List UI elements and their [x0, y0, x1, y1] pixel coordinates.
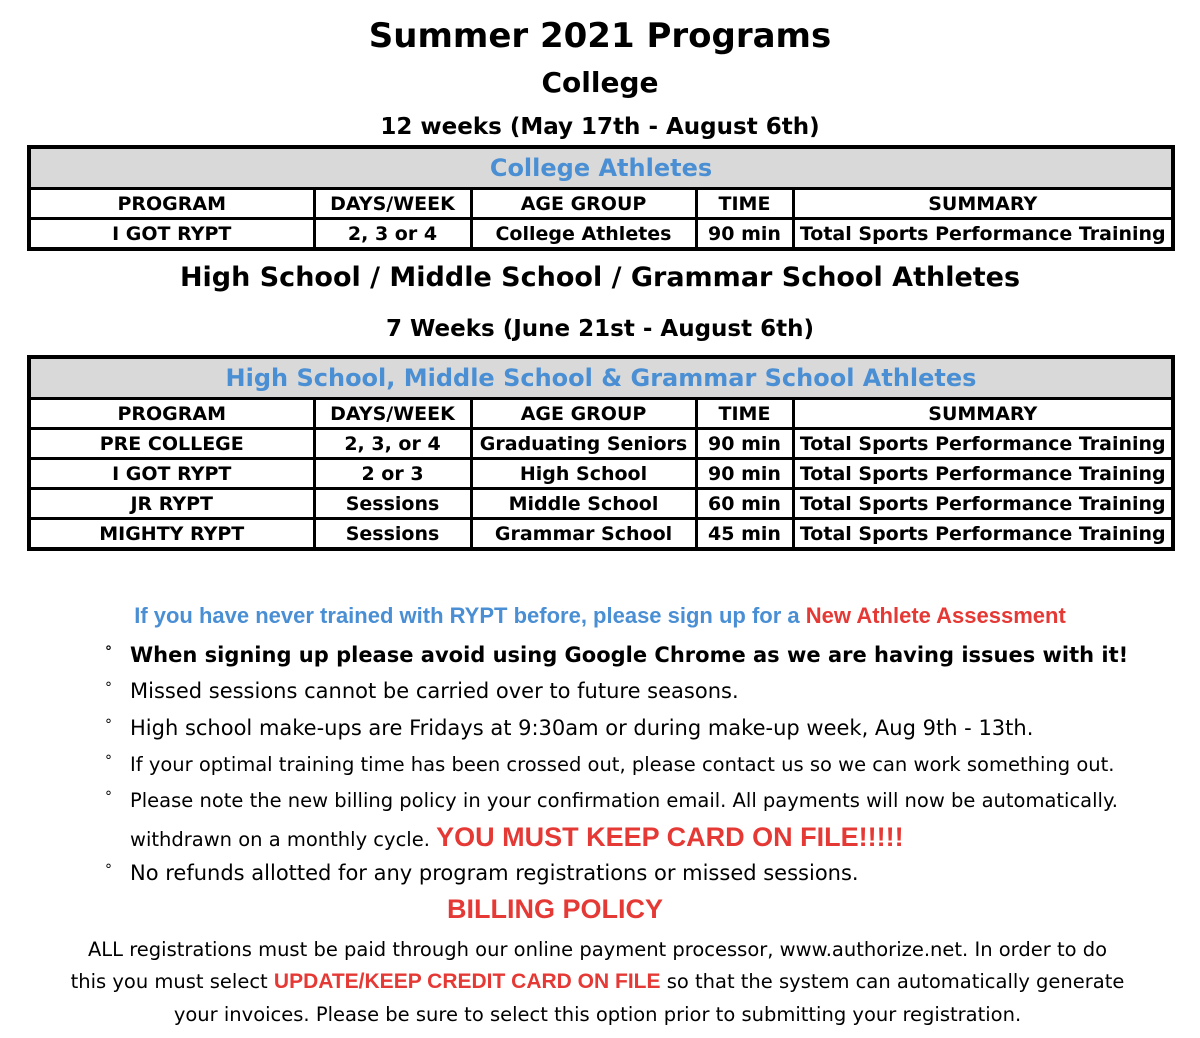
- summary-cell: Total Sports Performance Training: [793, 489, 1173, 519]
- college-dates: 12 weeks (May 17th - August 6th): [380, 114, 820, 140]
- billing-policy-heading: BILLING POLICY: [447, 894, 663, 924]
- bullet-no-refunds: [105, 861, 1185, 885]
- days-cell: 2, 3, or 4: [314, 429, 471, 459]
- program-cell: I GOT RYPT: [29, 459, 314, 489]
- column-header: TIME: [696, 189, 793, 219]
- column-header: AGE GROUP: [471, 399, 696, 429]
- college-schedule-table: [27, 145, 1175, 251]
- column-header: AGE GROUP: [471, 189, 696, 219]
- billing-text: so that the system can automatically generate: [666, 970, 1125, 993]
- table-row: [29, 219, 1173, 250]
- summary-cell: Total Sports Performance Training: [793, 459, 1173, 489]
- billing-line: [0, 970, 1195, 994]
- age-group-cell: High School: [471, 459, 696, 489]
- bullet-text: High school make-ups are Fridays at 9:30am or during make-up week, Aug 9th - 13th.: [130, 716, 1034, 740]
- bullet-billing-note: [105, 789, 1185, 812]
- time-cell: 90 min: [696, 429, 793, 459]
- billing-line: ALL registrations must be paid through our online payment processor, www.authorize.net. In order to do: [87, 938, 1108, 961]
- hs-heading: High School / Middle School / Grammar School Athletes: [179, 262, 1021, 293]
- hs-schedule-table: [27, 355, 1175, 551]
- bullet-make-ups: [105, 716, 1185, 740]
- summary-cell: Total Sports Performance Training: [793, 429, 1173, 459]
- days-cell: Sessions: [314, 489, 471, 519]
- bullet-text: If your optimal training time has been crossed out, please contact us so we can work something out.: [130, 753, 1115, 776]
- table-row: [29, 519, 1173, 550]
- bullet-text: withdrawn on a monthly cycle.: [130, 828, 430, 851]
- table-header-row: [29, 399, 1173, 429]
- column-header: PROGRAM: [29, 399, 314, 429]
- table-row: [29, 429, 1173, 459]
- bullet-icon: °: [105, 680, 112, 696]
- bullet-icon: °: [105, 644, 112, 660]
- notice-text: If you have never trained with RYPT before, please sign up for a: [134, 603, 800, 628]
- hs-dates: 7 Weeks (June 21st - August 6th): [385, 316, 814, 342]
- billing-line: your invoices. Please be sure to select this option prior to submitting your registration.: [173, 1003, 1022, 1026]
- column-header: PROGRAM: [29, 189, 314, 219]
- program-cell: MIGHTY RYPT: [29, 519, 314, 550]
- bullet-icon: °: [105, 717, 112, 733]
- bullet-text: Missed sessions cannot be carried over to future seasons.: [130, 679, 739, 703]
- bullet-text: No refunds allotted for any program registrations or missed sessions.: [130, 861, 859, 885]
- update-card-on-file-text: UPDATE/KEEP CREDIT CARD ON FILE: [273, 970, 661, 993]
- college-heading: College: [541, 66, 659, 99]
- table-header-row: [29, 189, 1173, 219]
- time-cell: 90 min: [696, 459, 793, 489]
- bullet-icon: °: [105, 789, 112, 805]
- time-cell: 90 min: [696, 219, 793, 250]
- bullet-training-time: [105, 753, 1185, 776]
- age-group-cell: Grammar School: [471, 519, 696, 550]
- billing-text: this you must select: [70, 970, 268, 993]
- program-cell: JR RYPT: [29, 489, 314, 519]
- age-group-cell: Middle School: [471, 489, 696, 519]
- bullet-missed-sessions: [105, 679, 1185, 703]
- bullet-icon: °: [105, 862, 112, 878]
- summary-cell: Total Sports Performance Training: [793, 219, 1173, 250]
- column-header: DAYS/WEEK: [314, 399, 471, 429]
- column-header: DAYS/WEEK: [314, 189, 471, 219]
- new-athlete-notice: [0, 603, 1200, 629]
- bullet-text: Please note the new billing policy in your confirmation email. All payments will now be automatically.: [130, 789, 1118, 812]
- card-on-file-warning: YOU MUST KEEP CARD ON FILE!!!!!: [436, 822, 904, 852]
- new-athlete-assessment-link[interactable]: New Athlete Assessment: [805, 603, 1066, 628]
- column-header: SUMMARY: [793, 399, 1173, 429]
- days-cell: 2 or 3: [314, 459, 471, 489]
- age-group-cell: College Athletes: [471, 219, 696, 250]
- bullet-text: When signing up please avoid using Google Chrome as we are having issues with it!: [130, 643, 1129, 667]
- page-title: Summer 2021 Programs: [368, 16, 832, 56]
- time-cell: 45 min: [696, 519, 793, 550]
- column-header: TIME: [696, 399, 793, 429]
- time-cell: 60 min: [696, 489, 793, 519]
- days-cell: 2, 3 or 4: [314, 219, 471, 250]
- age-group-cell: Graduating Seniors: [471, 429, 696, 459]
- table-banner: High School, Middle School & Grammar School Athletes: [29, 357, 1173, 399]
- program-cell: I GOT RYPT: [29, 219, 314, 250]
- summary-cell: Total Sports Performance Training: [793, 519, 1173, 550]
- program-cell: PRE COLLEGE: [29, 429, 314, 459]
- table-row: [29, 489, 1173, 519]
- table-banner: College Athletes: [29, 147, 1173, 189]
- bullet-billing-note-continued: [130, 822, 904, 853]
- bullet-chrome-warning: [105, 643, 1185, 667]
- days-cell: Sessions: [314, 519, 471, 550]
- bullet-icon: °: [105, 753, 112, 769]
- table-row: [29, 459, 1173, 489]
- column-header: SUMMARY: [793, 189, 1173, 219]
